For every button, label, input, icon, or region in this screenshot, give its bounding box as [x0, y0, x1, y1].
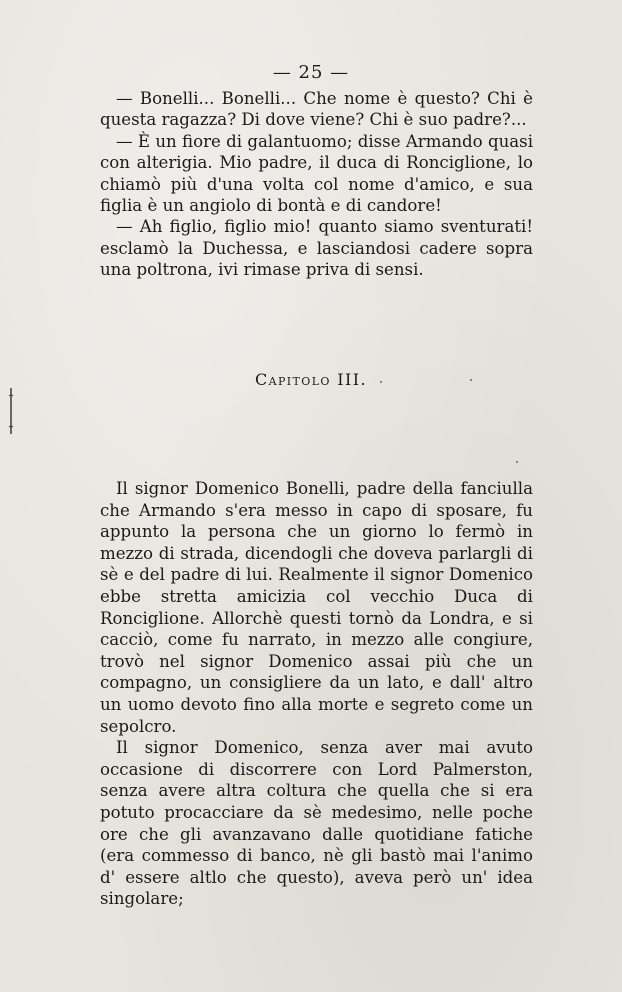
paragraph: — Ah figlio, figlio mio! quanto siamo sventurati! esclamò la Duchessa, e lasciandosi cadere sopra una poltrona, ivi rimase priva di sensi.	[100, 217, 533, 280]
paragraph: Il signor Domenico Bonelli, padre della fanciulla che Armando s'era messo in capo di sposare, fu appunto la persona che un giorno lo fermò in mezzo di strada, dicendogli che doveva parlargli di sè e del padre di lui. Realmente il signor Domenico ebbe stretta amicizia col vecchio Duca di Ronciglione. Allorchè questi tornò da Londra, e si cacciò, come fu narrato, in mezzo alle congiure, trovò nel signor Domenico assai più che un compagno, un consigliere da un lato, e dall' altro un uomo devoto fino alla morte e segreto come un sepolcro.	[100, 479, 533, 736]
paper-speck	[470, 379, 472, 381]
paragraph: Il signor Domenico, senza aver mai avuto occasione di discorrere con Lord Palmerston, senza avere altra coltura che quella che si era potuto procacciare da sè medesimo, nelle poche ore che gli avanzavano dalle quotidiane fatiche (era commesso di banco, nè gli bastò mai l'animo d' essere altlo che questo), aveva però un' idea singolare;	[100, 738, 533, 909]
paragraph: — Bonelli... Bonelli... Che nome è questo? Chi è questa ragazza? Di dove viene? Chi è suo padre?...	[100, 89, 533, 130]
page-number: — 25 —	[272, 62, 350, 83]
bottom-text-block	[100, 478, 533, 910]
chapter-heading: Capitolo III.	[255, 370, 367, 389]
paragraph: — È un fiore di galantuomo; disse Armando quasi con alterigia. Mio padre, il duca di Ronciglione, lo chiamò più d'una volta col nome d'amico, e sua figlia è un angiolo di bontà e di candore!	[100, 131, 533, 216]
top-text-block	[100, 88, 533, 281]
paper-speck	[516, 461, 518, 463]
paper-speck	[380, 381, 382, 383]
binding-mark-icon	[8, 388, 14, 434]
